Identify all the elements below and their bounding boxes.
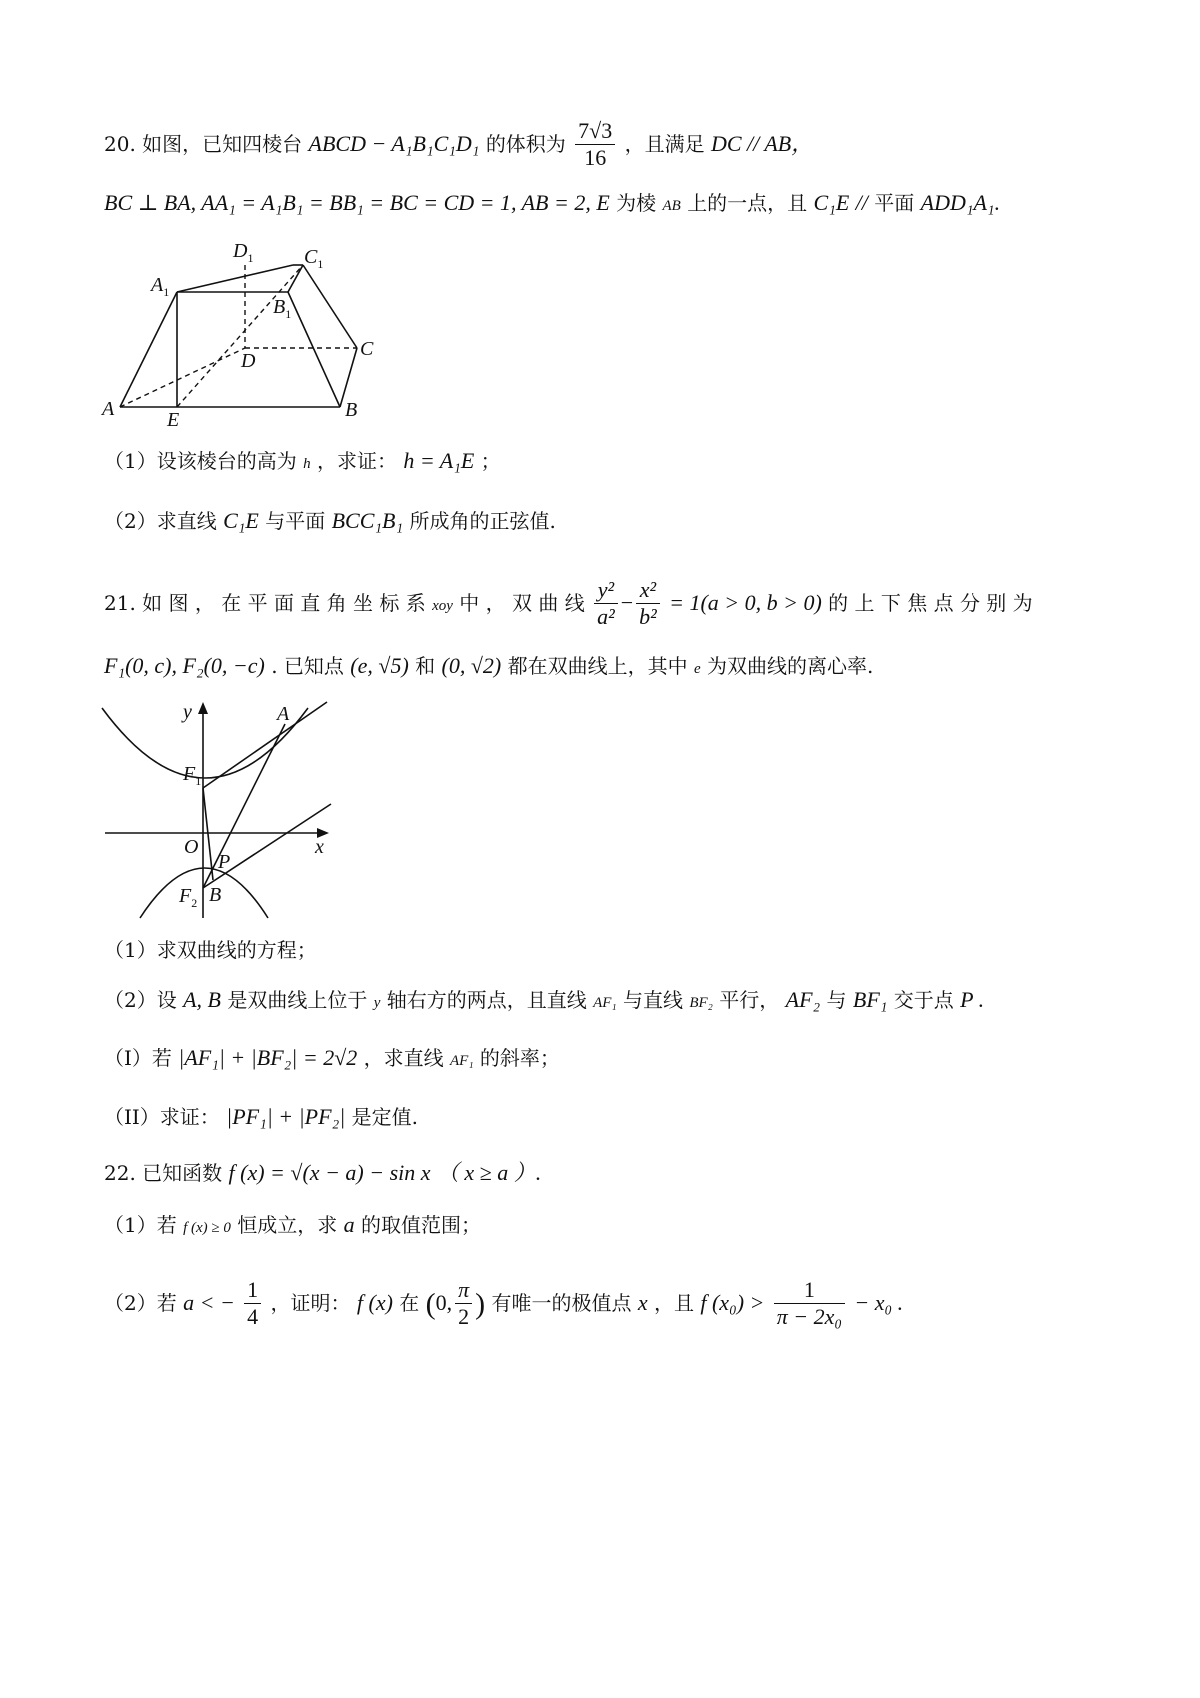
q21-eq-x-fraction (636, 577, 660, 630)
q21-on-text: 都在双曲线上，其中 (507, 654, 688, 678)
label-x: x (315, 836, 324, 858)
q21-part-i (104, 1044, 560, 1075)
q21-part2-text-f: 交于点 (893, 988, 954, 1012)
q20-point-text: 上的一点，且 (687, 191, 808, 215)
q22-function: f (x) = √(x − a) − sin x (228, 1160, 431, 1185)
q21-part-ii (104, 1103, 418, 1131)
edge-cc1 (303, 265, 357, 348)
q20-part1-prove: ，求证： (316, 449, 397, 473)
q21-part-ii-expr: |PF₁| + |PF₂| (226, 1104, 346, 1129)
q22-part2 (104, 1277, 903, 1330)
q21-eq-y-fraction (594, 577, 618, 630)
q21-stem-line2 (104, 652, 873, 683)
q22-part2-and: ，且 (654, 1291, 694, 1315)
label-b1: $B_1$ (273, 296, 292, 321)
q21-point2: (0, √2) (441, 653, 502, 678)
q21-e: e (693, 661, 701, 677)
q22-part2-rhs-fraction (774, 1277, 845, 1330)
edge-ad-hidden (120, 348, 245, 407)
q21-part2-p: P . (960, 987, 985, 1012)
label-d1: $D_1$ (233, 240, 254, 265)
q21-part2-text-c: 与直线 (623, 988, 683, 1012)
segment-f2a (203, 724, 285, 888)
q21-hyperbola-figure (95, 698, 345, 928)
q20-part1-lead: （1）设该棱台的高为 (104, 449, 297, 473)
label-f1: $F_1$ (183, 763, 202, 788)
line-bf2 (203, 804, 331, 888)
q22-part2-x: x (637, 1290, 648, 1315)
q22-part1-end: 的取值范围； (360, 1213, 481, 1237)
q20-part2-end: 所成角的正弦值. (409, 509, 556, 533)
y-axis-arrow (198, 702, 208, 714)
q20-part1-expr: h = A₁E (403, 448, 475, 473)
edge-a1d1 (177, 265, 293, 292)
q21-part2-text-d: 平行， (719, 988, 780, 1012)
q22-part2-quarter-den: 4 (247, 1304, 259, 1329)
q22-part2-prove: ，证明： (270, 1291, 351, 1315)
q20-volume-numerator: 7√3 (575, 118, 615, 145)
label-a: A (102, 398, 115, 420)
hyperbola-lower-branch (140, 868, 268, 918)
q20-volume-denominator: 16 (584, 145, 607, 170)
q22-part2-rparen: ) (475, 1287, 486, 1321)
q21-part-i-end: 的斜率； (479, 1046, 560, 1070)
q21-part-ii-end: 是定值. (351, 1105, 418, 1129)
q22-part2-lparen: ( (425, 1287, 436, 1321)
q22-stem (104, 1159, 541, 1187)
q21-part-i-expr: |AF₁| + |BF₂| = 2√2 (178, 1045, 358, 1070)
q20-condition-expr: DC // AB， (710, 131, 814, 156)
q21-stem-tail: 的 上 下 焦 点 分 别 为 (828, 591, 1033, 615)
q21-part-ii-lead: （II）求证： (104, 1105, 220, 1129)
q21-eq-x-num: x² (636, 577, 660, 604)
label-d: D (241, 350, 256, 372)
q21-point1: (e, √5) (350, 653, 409, 678)
q20-part2-plane: BCC₁B₁ (331, 508, 404, 533)
label-a: A (277, 703, 290, 725)
q21-xoy: xoy (432, 598, 453, 614)
q20-part2 (104, 507, 556, 535)
q21-part2-text-a: 是双曲线上位于 (227, 988, 368, 1012)
q21-part2-af2: AF₂ (785, 987, 821, 1012)
line-af1 (203, 702, 327, 788)
q22-part1-lead: （1）若 (104, 1213, 177, 1237)
q20-part1-h: h (303, 456, 311, 472)
q21-stem-mid: 中 ， 双 曲 线 (459, 591, 585, 615)
q21-part2 (104, 986, 984, 1017)
q22-stem-lead: 22. 已知函数 (104, 1161, 223, 1185)
q20-plane-name: ADD₁A₁. (920, 190, 1001, 215)
q20-condition-text: ，且满足 (624, 132, 705, 156)
q20-plane-word: 平面 (874, 191, 915, 215)
q22-part2-in: 在 (399, 1291, 420, 1315)
q21-eq-x-den: b² (639, 604, 657, 629)
q21-eq-y-num: y² (594, 577, 618, 604)
q20-volume-text: 的体积为 (485, 132, 566, 156)
q20-part1-end: ； (480, 449, 501, 473)
segment-c1e-hidden (177, 265, 303, 407)
q22-part2-rhs-num: 1 (774, 1277, 845, 1304)
q20-edge-ab: AB (662, 198, 681, 214)
q20-stem-lead: 20. 如图，已知四棱台 (104, 132, 303, 156)
q22-part1-mid: 恒成立，求 (237, 1213, 338, 1237)
q20-conditions-expr: BC ⊥ BA, AA₁ = A₁B₁ = BB₁ = BC = CD = 1, AB = 2, E (104, 190, 610, 215)
q22-part2-rhs-den: π − 2x₀ (776, 1304, 843, 1329)
label-y: y (183, 701, 192, 723)
q22-domain: （ x ≥ a ）. (436, 1160, 542, 1185)
q20-part1 (104, 447, 501, 478)
q20-part2-line: C₁E (223, 508, 259, 533)
q20-part2-mid: 与平面 (265, 509, 326, 533)
q21-eq-rhs: = 1(a > 0, b > 0) (669, 590, 822, 615)
q21-part2-text-b: 轴右方的两点，且直线 (386, 988, 587, 1012)
label-b: B (209, 884, 222, 906)
q21-eq-y-den: a² (597, 604, 615, 629)
q21-eq-minus: − (620, 590, 634, 615)
q21-stem-lead: 21. 如 图 ， 在 平 面 直 角 坐 标 系 (104, 591, 426, 615)
q22-part1 (104, 1211, 481, 1242)
q22-part2-pi: π (455, 1277, 472, 1304)
q20-line-c1e: C₁E (813, 190, 850, 215)
q20-part2-lead: （2）求直线 (104, 509, 217, 533)
q21-foci: F₁(0, c), F₂(0, −c) (104, 653, 265, 678)
q21-part-i-mid: ，求直线 (363, 1046, 444, 1070)
label-f2: $F_2$ (179, 885, 198, 910)
label-c1: $C_1$ (304, 246, 324, 271)
q21-part2-ab: A, B (183, 987, 221, 1012)
label-p: P (218, 851, 231, 873)
q21-ecc-text: 为双曲线的离心率. (707, 654, 874, 678)
q20-stem-line2 (104, 189, 1000, 220)
label-b: B (345, 399, 358, 421)
q22-part2-cond: a < − (183, 1290, 235, 1315)
q21-stem-line1 (104, 577, 1033, 630)
q22-part2-fx: f (x) (356, 1290, 393, 1315)
q22-part2-quarter (244, 1277, 261, 1330)
q20-solid-name: ABCD − A₁B₁C₁D₁ (308, 131, 480, 156)
q21-part-i-lead: （I）若 (104, 1046, 172, 1070)
q20-edge-text: 为棱 (616, 191, 657, 215)
q20-stem-line1 (104, 118, 813, 171)
q22-part2-pi-half (455, 1277, 472, 1330)
q22-part1-a: a (343, 1212, 355, 1237)
label-o: O (184, 836, 199, 858)
q22-part2-has: 有唯一的极值点 (491, 1291, 632, 1315)
q21-part2-bf1: BF₁ (852, 987, 888, 1012)
q22-part2-lead: （2）若 (104, 1291, 177, 1315)
q21-part2-bf2: BF₂ (689, 995, 713, 1011)
q21-part-i-af1: AF₁ (450, 1053, 474, 1069)
q22-part2-interval-left: 0, (435, 1290, 453, 1315)
q21-known-text: . 已知点 (271, 654, 344, 678)
q21-part2-af1: AF₁ (593, 995, 617, 1011)
q22-part2-tail: − x₀ . (854, 1290, 904, 1315)
label-c: C (360, 338, 374, 360)
q22-part1-inequality: f (x) ≥ 0 (183, 1220, 231, 1236)
q21-part2-y: y (373, 995, 381, 1011)
q22-part2-fx0: f (x₀) > (700, 1290, 765, 1315)
q20-frustum-figure (95, 235, 395, 435)
q21-and: 和 (415, 654, 436, 678)
edge-aa1 (120, 292, 177, 407)
q21-part2-text-e: 与 (826, 988, 847, 1012)
segment-f1b (203, 788, 213, 880)
q22-part2-two: 2 (458, 1304, 470, 1329)
q21-part1: （1）求双曲线的方程； (104, 938, 317, 962)
q20-volume-fraction (575, 118, 615, 171)
q21-part2-lead: （2）设 (104, 988, 177, 1012)
q22-part2-quarter-num: 1 (244, 1277, 261, 1304)
label-e: E (167, 409, 180, 431)
q20-parallel-sign: // (855, 190, 868, 215)
label-a1: $A_1$ (151, 274, 170, 299)
